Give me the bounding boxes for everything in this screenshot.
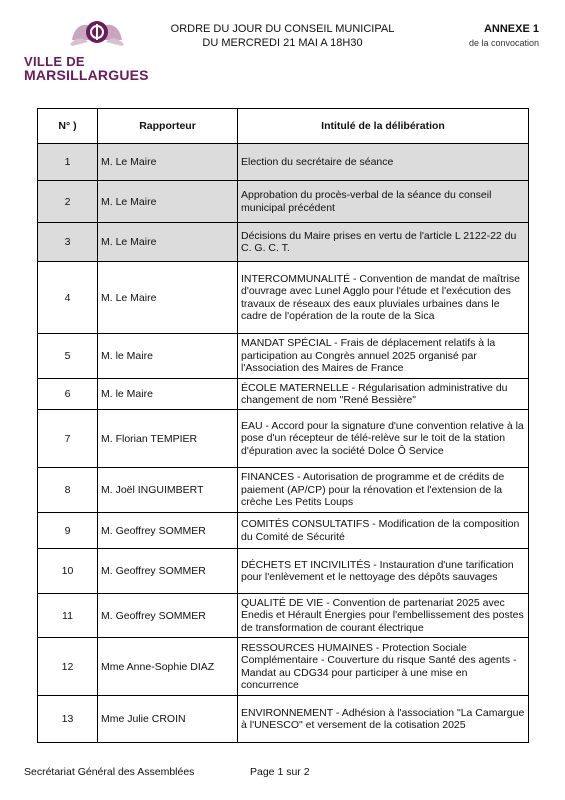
agenda-table bbox=[37, 108, 529, 743]
title-line2: DU MERCREDI 21 MAI A 18H30 bbox=[202, 37, 363, 49]
row-rapporteur: M. Le Maire bbox=[98, 144, 238, 181]
table-row bbox=[38, 410, 529, 468]
row-rapporteur: M. Florian TEMPIER bbox=[98, 410, 238, 468]
table-row bbox=[38, 468, 529, 513]
row-title: INTERCOMMUNALITÉ - Convention de mandat de maîtrise d'ouvrage avec Lunel Agglo pour l'étude et l'exécution des travaux de réseaux des eaux pluviales urbaines dans le cadre de l'opération de la route de la Sica bbox=[238, 262, 529, 334]
document-title bbox=[155, 22, 410, 50]
row-rapporteur: M. Le Maire bbox=[98, 262, 238, 334]
row-title: FINANCES - Autorisation de programme et de crédits de paiement (AP/CP) pour la rénovation et l'extension de la crèche Les Petits Loups bbox=[238, 468, 529, 513]
row-title: QUALITÉ DE VIE - Convention de partenariat 2025 avec Enedis et Hérault Énergies pour l'embellissement des postes de transformation de courant électrique bbox=[238, 594, 529, 638]
row-title: EAU - Accord pour la signature d'une convention relative à la pose d'un récepteur de télé-relève sur le toit de la station d'épuration avec la société Dolce Ô Service bbox=[238, 410, 529, 468]
row-number: 11 bbox=[38, 594, 98, 638]
row-rapporteur: M. Geoffrey SOMMER bbox=[98, 549, 238, 594]
row-number: 5 bbox=[38, 334, 98, 379]
table-row bbox=[38, 334, 529, 379]
row-number: 12 bbox=[38, 638, 98, 696]
row-number: 4 bbox=[38, 262, 98, 334]
row-number: 1 bbox=[38, 144, 98, 181]
footer-department: Secrétariat Général des Assemblées bbox=[24, 766, 195, 778]
town-crest-icon bbox=[68, 14, 126, 50]
annex-label-block bbox=[469, 22, 539, 50]
logo-text-line1: VILLE DE bbox=[24, 54, 85, 69]
row-number: 3 bbox=[38, 223, 98, 262]
row-rapporteur: M. Le Maire bbox=[98, 181, 238, 223]
table-row bbox=[38, 549, 529, 594]
table-row bbox=[38, 223, 529, 262]
table-row bbox=[38, 696, 529, 743]
row-rapporteur: M. Le Maire bbox=[98, 223, 238, 262]
row-rapporteur: Mme Anne-Sophie DIAZ bbox=[98, 638, 238, 696]
col-header-title: Intitulé de la délibération bbox=[238, 109, 529, 144]
row-rapporteur: M. le Maire bbox=[98, 379, 238, 410]
annex-subtitle: de la convocation bbox=[468, 38, 539, 48]
title-line1: ORDRE DU JOUR DU CONSEIL MUNICIPAL bbox=[170, 23, 395, 35]
row-number: 8 bbox=[38, 468, 98, 513]
row-title: COMITÉS CONSULTATIFS - Modification de la composition du Comité de Sécurité bbox=[238, 513, 529, 549]
table-row bbox=[38, 513, 529, 549]
row-number: 13 bbox=[38, 696, 98, 743]
row-number: 2 bbox=[38, 181, 98, 223]
col-header-number: N° ) bbox=[38, 109, 98, 144]
col-header-rapporteur: Rapporteur bbox=[98, 109, 238, 144]
row-rapporteur: M. Geoffrey SOMMER bbox=[98, 513, 238, 549]
row-title: Décisions du Maire prises en vertu de l'article L 2122-22 du C. G. C. T. bbox=[238, 223, 529, 262]
row-title: RESSOURCES HUMAINES - Protection Sociale Complémentaire - Couverture du risque Santé des agents - Mandat au CDG34 pour participer à une mise en concurrence bbox=[238, 638, 529, 696]
town-logo bbox=[22, 14, 162, 84]
table-row bbox=[38, 638, 529, 696]
table-row bbox=[38, 262, 529, 334]
table-row bbox=[38, 144, 529, 181]
row-title: ÉCOLE MATERNELLE - Régularisation administrative du changement de nom "René Bessière" bbox=[238, 379, 529, 410]
table-header-row bbox=[38, 109, 529, 144]
table-row bbox=[38, 181, 529, 223]
row-number: 10 bbox=[38, 549, 98, 594]
logo-text-line2: MARSILLARGUES bbox=[24, 67, 149, 83]
row-title: DÉCHETS ET INCIVILITÉS - Instauration d'une tarification pour l'enlèvement et le nettoyage des dépôts sauvages bbox=[238, 549, 529, 594]
row-number: 6 bbox=[38, 379, 98, 410]
row-number: 7 bbox=[38, 410, 98, 468]
footer-page-number: Page 1 sur 2 bbox=[250, 766, 310, 778]
row-title: MANDAT SPÉCIAL - Frais de déplacement relatifs à la participation au Congrès annuel 2025 organisé par l'Association des Maires de France bbox=[238, 334, 529, 379]
row-rapporteur: M. Geoffrey SOMMER bbox=[98, 594, 238, 638]
row-title: Approbation du procès-verbal de la séance du conseil municipal précédent bbox=[238, 181, 529, 223]
row-title: ENVIRONNEMENT - Adhésion à l'association "La Camargue à l'UNESCO" et versement de la cotisation 2025 bbox=[238, 696, 529, 743]
row-title: Election du secrétaire de séance bbox=[238, 144, 529, 181]
table-row bbox=[38, 594, 529, 638]
table-row bbox=[38, 379, 529, 410]
row-rapporteur: M. Joël INGUIMBERT bbox=[98, 468, 238, 513]
annex-label: ANNEXE 1 bbox=[483, 23, 539, 35]
row-number: 9 bbox=[38, 513, 98, 549]
row-rapporteur: M. le Maire bbox=[98, 334, 238, 379]
row-rapporteur: Mme Julie CROIN bbox=[98, 696, 238, 743]
